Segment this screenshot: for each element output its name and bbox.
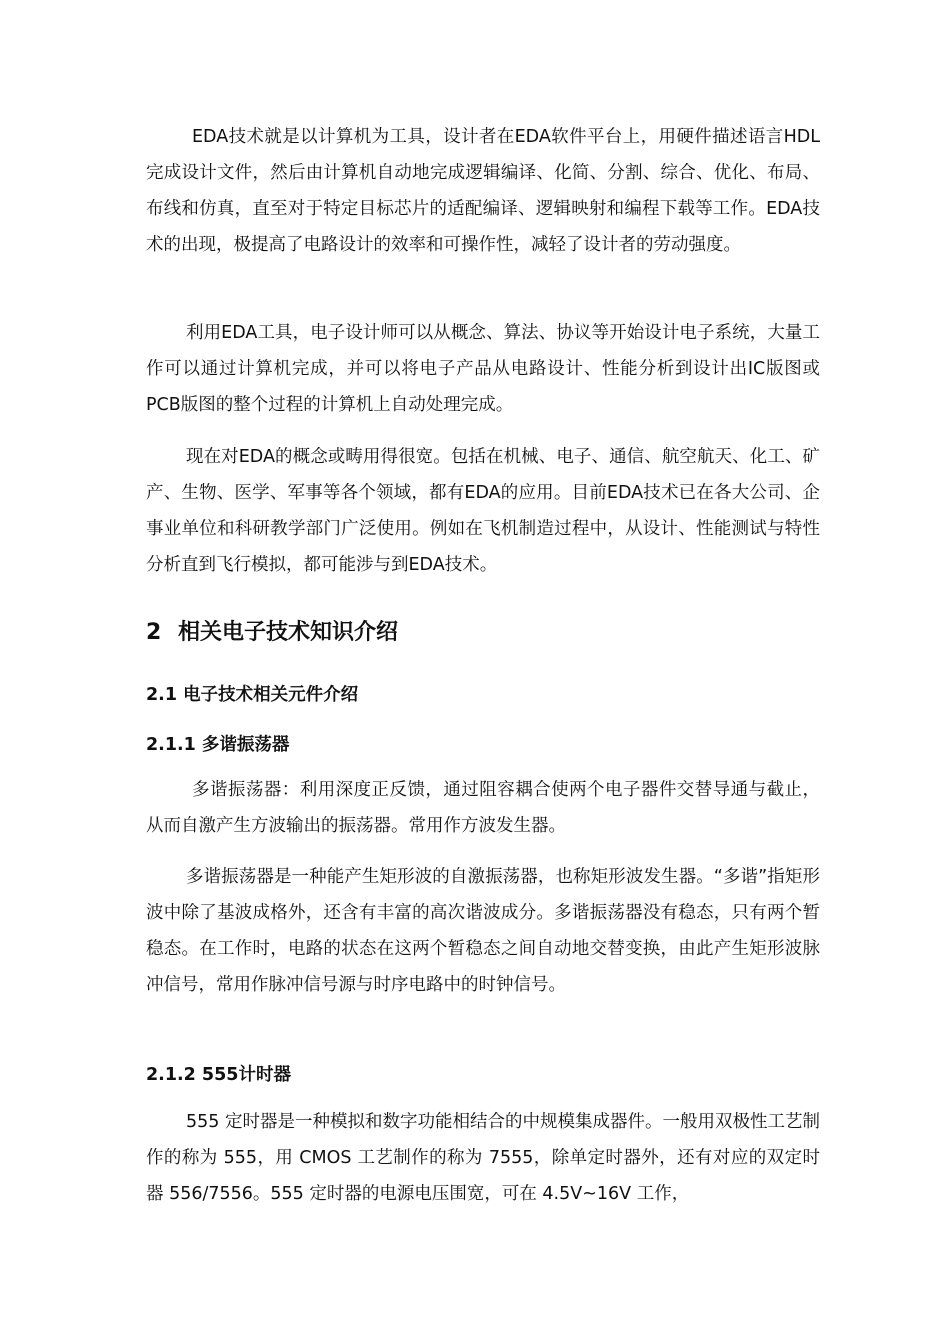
subsection-heading-multivibrator: 2.1.1 多谐振荡器 <box>146 735 290 755</box>
paragraph-eda-scope: 现在对EDA的概念或畴用得很宽。包括在机械、电子、通信、航空航天、化工、矿产、生物、医学、军事等各个领域，都有EDA的应用。目前EDA技术已在各大公司、企事业单位和科研教学部门广泛使用。例如在飞机制造过程中，从设计、性能测试与特性分析直到飞行模拟，都可能涉与到EDA技术。 <box>146 447 820 575</box>
chapter-title: 相关电子技术知识介绍 <box>178 620 399 645</box>
paragraph-eda-intro: EDA技术就是以计算机为工具，设计者在EDA软件平台上，用硬件描述语言HDL完成设计文件，然后由计算机自动地完成逻辑编译、化简、分割、综合、优化、布局、布线和仿真，直至对于特定目标芯片的适配编译、逻辑映射和编程下载等工作。EDA技术的出现，极提高了电路设计的效率和可操作性，减轻了设计者的劳动强度。 <box>146 127 820 255</box>
chapter-heading <box>146 616 398 650</box>
chapter-number: 2 <box>146 620 162 645</box>
paragraph-multivibrator-definition: 多谐振荡器：利用深度正反馈，通过阻容耦合使两个电子器件交替导通与截止，从而自激产生方波输出的振荡器。常用作方波发生器。 <box>146 780 820 836</box>
section-heading: 2.1 电子技术相关元件介绍 <box>146 685 359 705</box>
paragraph-multivibrator-description: 多谐振荡器是一种能产生矩形波的自激振荡器，也称矩形波发生器。“多谐”指矩形波中除了基波成格外，还含有丰富的高次谐波成分。多谐振荡器没有稳态，只有两个暂稳态。在工作时，电路的状态在这两个暂稳态之间自动地交替变换，由此产生矩形波脉冲信号，常用作脉冲信号源与时序电路中的时钟信号。 <box>146 867 820 995</box>
paragraph-555-timer: 555 定时器是一种模拟和数字功能相结合的中规模集成器件。一般用双极性工艺制作的称为 555，用 CMOS 工艺制作的称为 7555，除单定时器外，还有对应的双定时器 556/7556。555 定时器的电源电压围宽，可在 4.5V~16V 工作， <box>146 1112 820 1204</box>
subsection-heading-555-timer: 2.1.2 555计时器 <box>146 1065 291 1085</box>
paragraph-eda-tools: 利用EDA工具，电子设计师可以从概念、算法、协议等开始设计电子系统，大量工作可以通过计算机完成，并可以将电子产品从电路设计、性能分析到设计出IC版图或PCB版图的整个过程的计算机上自动处理完成。 <box>146 323 820 415</box>
